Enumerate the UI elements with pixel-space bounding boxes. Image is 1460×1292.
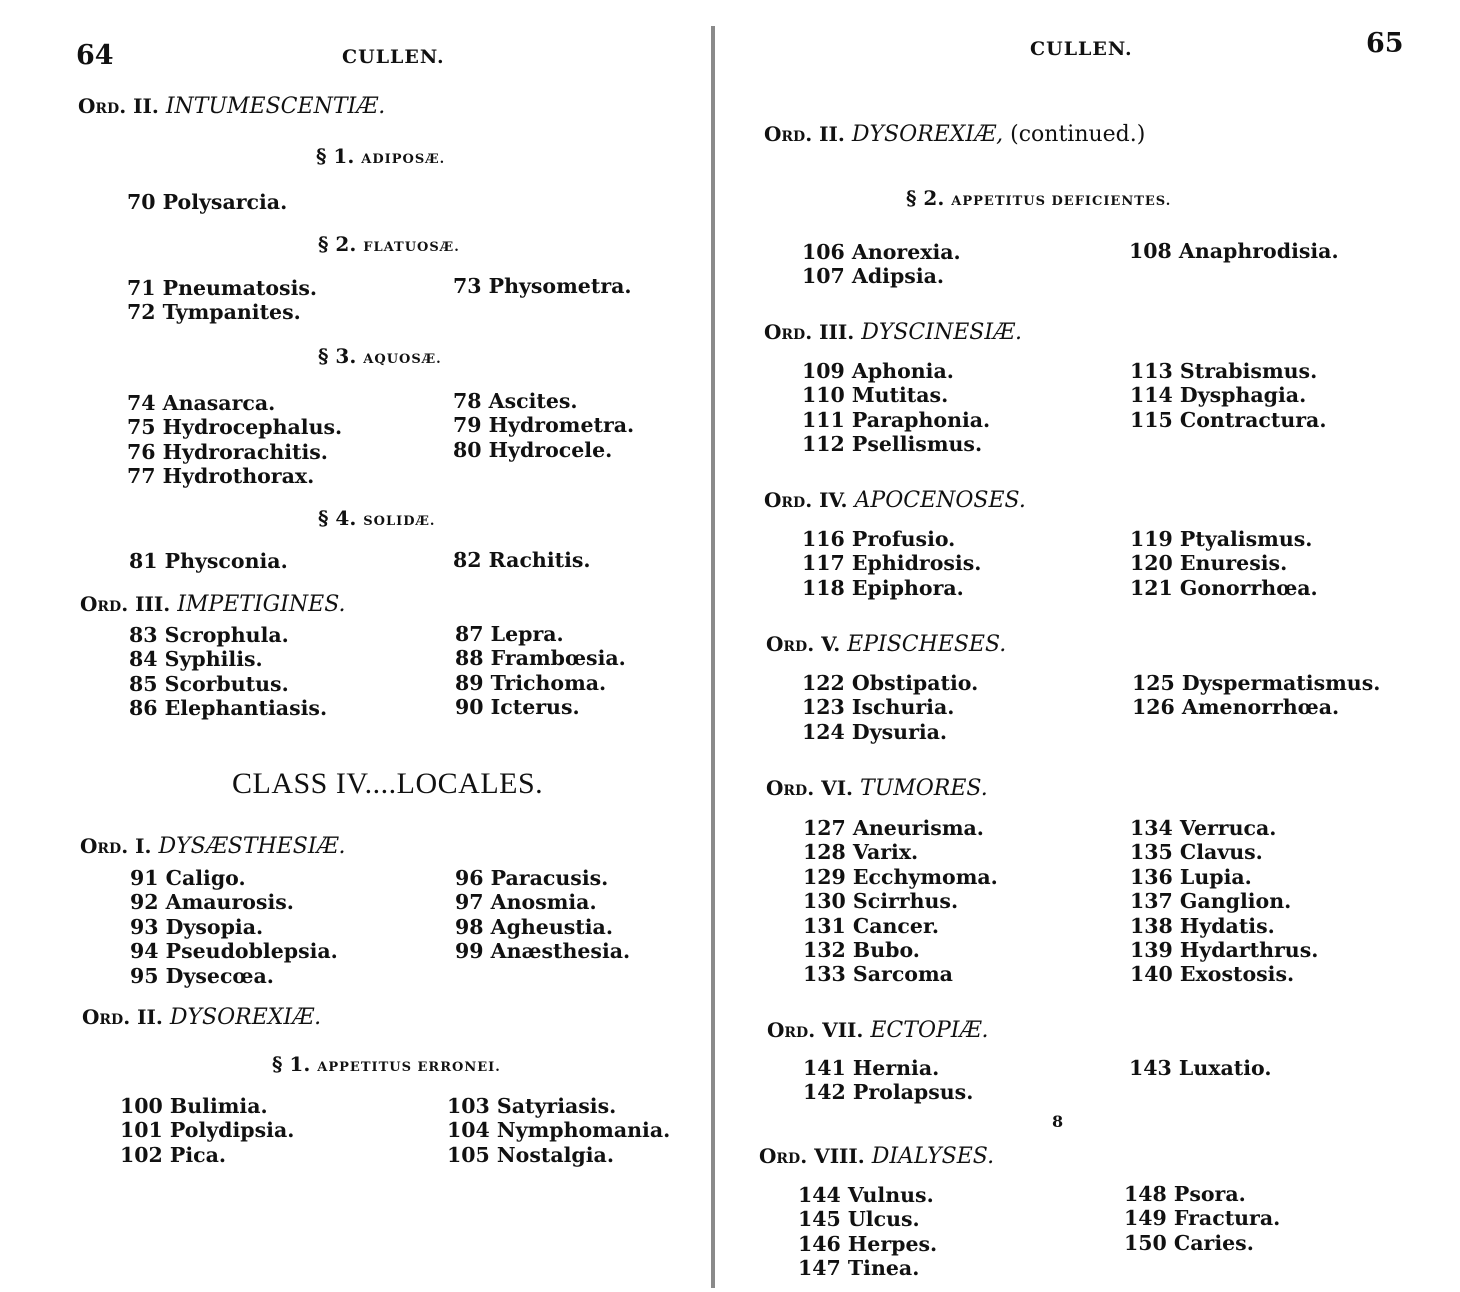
- disease-list-tumores-col1: [803, 816, 998, 987]
- order-heading-tumores: [766, 776, 988, 801]
- order-numeral: II.: [133, 94, 159, 118]
- list-item: 70 Polysarcia.: [127, 190, 288, 214]
- disease-list-ectopiae-col1: [803, 1056, 973, 1105]
- order-numeral: V.: [821, 632, 841, 656]
- list-item: 98 Agheustia.: [455, 914, 613, 939]
- disease-list-flatuosae-col1: [127, 276, 317, 325]
- list-item: 89 Trichoma.: [455, 670, 607, 695]
- list-item: 122 Obstipatio.: [802, 671, 979, 695]
- section-name: APPETITUS DEFICIENTES.: [951, 194, 1172, 209]
- order-label: Ord.: [80, 592, 129, 616]
- list-item: 87 Lepra.: [455, 622, 564, 646]
- list-item: 88 Frambœsia.: [455, 646, 626, 671]
- list-item: 110 Mutitas.: [802, 383, 949, 408]
- order-heading-dysorexiae: [82, 1005, 321, 1030]
- list-item: 145 Ulcus.: [798, 1207, 920, 1232]
- list-item: 148 Psora.: [1124, 1182, 1246, 1206]
- list-item: 116 Profusio.: [802, 527, 956, 551]
- list-item: 111 Paraphonia.: [802, 407, 991, 432]
- list-item: 107 Adipsia.: [802, 264, 945, 289]
- list-item: 78 Ascites.: [453, 389, 578, 413]
- order-heading-dyscinesiae: [764, 320, 1022, 345]
- disease-list-dysaesthesiae-col2: [455, 866, 630, 964]
- list-item: 103 Satyriasis.: [447, 1094, 617, 1118]
- disease-list-aquosae-col1: [127, 391, 342, 489]
- disease-list-ectopiae-col2: [1129, 1056, 1271, 1080]
- running-head: CULLEN.: [342, 46, 445, 68]
- order-label: Ord.: [759, 1144, 808, 1168]
- order-numeral: II.: [137, 1005, 163, 1029]
- order-heading-apocenoses: [764, 488, 1026, 513]
- disease-list-dysaesthesiae-col1: [130, 866, 338, 988]
- list-item: 133 Sarcoma: [803, 962, 953, 987]
- list-item: 114 Dysphagia.: [1130, 383, 1307, 408]
- list-item: 118 Epiphora.: [802, 575, 964, 600]
- list-item: 125 Dyspermatismus.: [1132, 671, 1381, 695]
- order-label: Ord.: [766, 776, 815, 800]
- disease-list-solidae-col2: [453, 548, 591, 572]
- order-label: Ord.: [767, 1018, 816, 1042]
- list-item: 123 Ischuria.: [802, 695, 955, 720]
- order-numeral: VII.: [822, 1018, 864, 1042]
- order-name: DYSOREXIÆ.: [169, 1005, 322, 1030]
- list-item: 104 Nymphomania.: [447, 1118, 671, 1143]
- list-item: 109 Aphonia.: [802, 359, 954, 383]
- disease-list-erronei-col2: [447, 1094, 670, 1167]
- disease-list-deficientes-col2: [1129, 239, 1339, 263]
- section-symbol: § 4.: [318, 506, 357, 530]
- list-item: 135 Clavus.: [1130, 840, 1263, 865]
- order-numeral: IV.: [819, 488, 848, 512]
- section-symbol: § 3.: [318, 344, 357, 368]
- list-item: 127 Aneurisma.: [803, 816, 984, 840]
- list-item: 139 Hydarthrus.: [1130, 938, 1319, 963]
- order-name: INTUMESCENTIÆ.: [165, 94, 386, 119]
- list-item: 143 Luxatio.: [1129, 1056, 1272, 1080]
- list-item: 73 Physometra.: [453, 274, 632, 298]
- disease-list-solidae-col1: [129, 549, 288, 573]
- order-label: Ord.: [764, 122, 813, 146]
- page-number: 64: [76, 40, 114, 71]
- disease-list-dialyses-col1: [798, 1183, 937, 1281]
- class-heading: CLASS IV....LOCALES.: [232, 767, 544, 800]
- list-item: 112 Psellismus.: [802, 432, 983, 457]
- page-number: 65: [1366, 28, 1404, 59]
- section-heading-appetitus-deficientes: [906, 186, 1171, 210]
- section-symbol: § 2.: [318, 232, 357, 256]
- section-name: ADIPOSÆ.: [361, 152, 446, 167]
- list-item: 119 Ptyalismus.: [1130, 527, 1313, 551]
- list-item: 71 Pneumatosis.: [127, 276, 318, 300]
- order-numeral: VIII.: [814, 1144, 865, 1168]
- list-item: 150 Caries.: [1124, 1230, 1254, 1255]
- list-item: 117 Ephidrosis.: [802, 551, 982, 576]
- section-name: FLATUOSÆ.: [363, 240, 460, 255]
- section-heading-flatuosae: [318, 232, 460, 256]
- list-item: 121 Gonorrhœa.: [1130, 575, 1318, 600]
- list-item: 80 Hydrocele.: [453, 437, 613, 462]
- order-name: ECTOPIÆ.: [870, 1018, 989, 1043]
- signature-mark: 8: [1052, 1112, 1064, 1131]
- order-heading-ectopiae: [767, 1018, 989, 1043]
- section-name: AQUOSÆ.: [363, 352, 442, 367]
- list-item: 147 Tinea.: [798, 1256, 920, 1281]
- list-item: 120 Enuresis.: [1130, 551, 1288, 576]
- list-item: 100 Bulimia.: [120, 1094, 268, 1118]
- list-item: 83 Scrophula.: [129, 623, 289, 647]
- order-label: Ord.: [764, 488, 813, 512]
- disease-list-tumores-col2: [1130, 816, 1318, 987]
- order-numeral: II.: [819, 122, 845, 146]
- disease-list-impetigines-col2: [455, 622, 626, 720]
- list-item: 91 Caligo.: [130, 866, 246, 890]
- disease-list-deficientes-col1: [802, 240, 961, 289]
- list-item: 144 Vulnus.: [798, 1183, 934, 1207]
- order-label: Ord.: [80, 834, 129, 858]
- list-item: 131 Cancer.: [803, 913, 940, 938]
- right-page: [718, 0, 1460, 1292]
- list-item: 134 Verruca.: [1130, 816, 1277, 840]
- order-heading-dysorexiae-continued: [764, 122, 1145, 147]
- list-item: 74 Anasarca.: [127, 391, 276, 415]
- disease-list-apocenoses-col2: [1130, 527, 1318, 600]
- list-item: 97 Anosmia.: [455, 890, 597, 915]
- disease-list-impetigines-col1: [129, 623, 327, 721]
- disease-list-dyscinesiae-col2: [1130, 359, 1326, 432]
- list-item: 113 Strabismus.: [1130, 359, 1318, 383]
- disease-list-aquosae-col2: [453, 389, 634, 462]
- list-item: 72 Tympanites.: [127, 300, 301, 325]
- order-name: DYSÆSTHESIÆ.: [158, 834, 346, 859]
- list-item: 82 Rachitis.: [453, 548, 591, 572]
- disease-list-epischeses-col2: [1132, 671, 1380, 720]
- section-heading-solidae: [318, 506, 435, 530]
- list-item: 85 Scorbutus.: [129, 671, 289, 696]
- list-item: 137 Ganglion.: [1130, 889, 1292, 914]
- list-item: 102 Pica.: [120, 1142, 227, 1167]
- order-heading-intumescentiae: [78, 94, 385, 119]
- list-item: 146 Herpes.: [798, 1231, 938, 1256]
- list-item: 93 Dysopia.: [130, 914, 264, 939]
- section-symbol: § 2.: [906, 186, 945, 210]
- list-item: 101 Polydipsia.: [120, 1118, 295, 1143]
- list-item: 99 Anæsthesia.: [455, 939, 631, 964]
- order-name: IMPETIGINES.: [177, 592, 346, 617]
- order-name: DYSCINESIÆ.: [861, 320, 1023, 345]
- list-item: 136 Lupia.: [1130, 864, 1252, 889]
- list-item: 106 Anorexia.: [802, 240, 961, 264]
- section-name: SOLIDÆ.: [363, 514, 436, 529]
- list-item: 128 Varix.: [803, 840, 919, 865]
- order-numeral: VI.: [821, 776, 854, 800]
- section-heading-aquosae: [318, 344, 442, 368]
- list-item: 75 Hydrocephalus.: [127, 415, 343, 440]
- list-item: 84 Syphilis.: [129, 647, 263, 672]
- list-item: 141 Hernia.: [803, 1056, 940, 1080]
- order-name: APOCENOSES.: [854, 488, 1026, 513]
- list-item: 142 Prolapsus.: [803, 1080, 974, 1105]
- list-item: 140 Exostosis.: [1130, 962, 1295, 987]
- section-name: APPETITUS ERRONEI.: [317, 1060, 501, 1075]
- order-label: Ord.: [82, 1005, 131, 1029]
- list-item: 115 Contractura.: [1130, 407, 1327, 432]
- list-item: 76 Hydrorachitis.: [127, 439, 328, 464]
- order-name: EPISCHESES.: [847, 632, 1007, 657]
- list-item: 95 Dysecœa.: [130, 963, 274, 988]
- section-heading-adiposae: [316, 144, 445, 168]
- running-head: CULLEN.: [1030, 38, 1133, 60]
- list-item: 77 Hydrothorax.: [127, 464, 315, 489]
- list-item: 94 Pseudoblepsia.: [130, 939, 338, 964]
- order-heading-epischeses: [766, 632, 1006, 657]
- list-item: 132 Bubo.: [803, 938, 920, 963]
- disease-list-apocenoses-col1: [802, 527, 981, 600]
- continued-note: (continued.): [1010, 122, 1146, 147]
- section-symbol: § 1.: [272, 1052, 311, 1076]
- order-label: Ord.: [766, 632, 815, 656]
- section-heading-appetitus-erronei: [272, 1052, 501, 1076]
- left-page: [0, 0, 712, 1292]
- list-item: 149 Fractura.: [1124, 1206, 1281, 1231]
- order-heading-dysaesthesiae: [80, 834, 346, 859]
- disease-list-erronei-col1: [120, 1094, 294, 1167]
- disease-list-epischeses-col1: [802, 671, 978, 744]
- order-name: DIALYSES.: [871, 1144, 995, 1169]
- list-item: 79 Hydrometra.: [453, 413, 635, 438]
- list-item: 126 Amenorrhœa.: [1132, 695, 1340, 720]
- disease-list-adiposae: [127, 190, 287, 214]
- section-symbol: § 1.: [316, 144, 355, 168]
- order-numeral: III.: [819, 320, 855, 344]
- order-name: DYSOREXIÆ,: [851, 122, 1004, 147]
- disease-list-flatuosae-col2: [453, 274, 632, 298]
- list-item: 81 Physconia.: [129, 549, 288, 573]
- order-numeral: III.: [135, 592, 171, 616]
- list-item: 108 Anaphrodisia.: [1129, 239, 1339, 263]
- list-item: 129 Ecchymoma.: [803, 864, 998, 889]
- list-item: 92 Amaurosis.: [130, 890, 294, 915]
- list-item: 96 Paracusis.: [455, 866, 609, 890]
- disease-list-dialyses-col2: [1124, 1182, 1280, 1255]
- list-item: 138 Hydatis.: [1130, 913, 1275, 938]
- list-item: 124 Dysuria.: [802, 719, 948, 744]
- order-numeral: I.: [135, 834, 152, 858]
- disease-list-dyscinesiae-col1: [802, 359, 990, 457]
- order-name: TUMORES.: [860, 776, 988, 801]
- order-label: Ord.: [764, 320, 813, 344]
- order-heading-impetigines: [80, 592, 346, 617]
- list-item: 130 Scirrhus.: [803, 889, 959, 914]
- order-heading-dialyses: [759, 1144, 994, 1169]
- list-item: 105 Nostalgia.: [447, 1142, 614, 1167]
- list-item: 90 Icterus.: [455, 695, 580, 720]
- order-label: Ord.: [78, 94, 127, 118]
- list-item: 86 Elephantiasis.: [129, 696, 328, 721]
